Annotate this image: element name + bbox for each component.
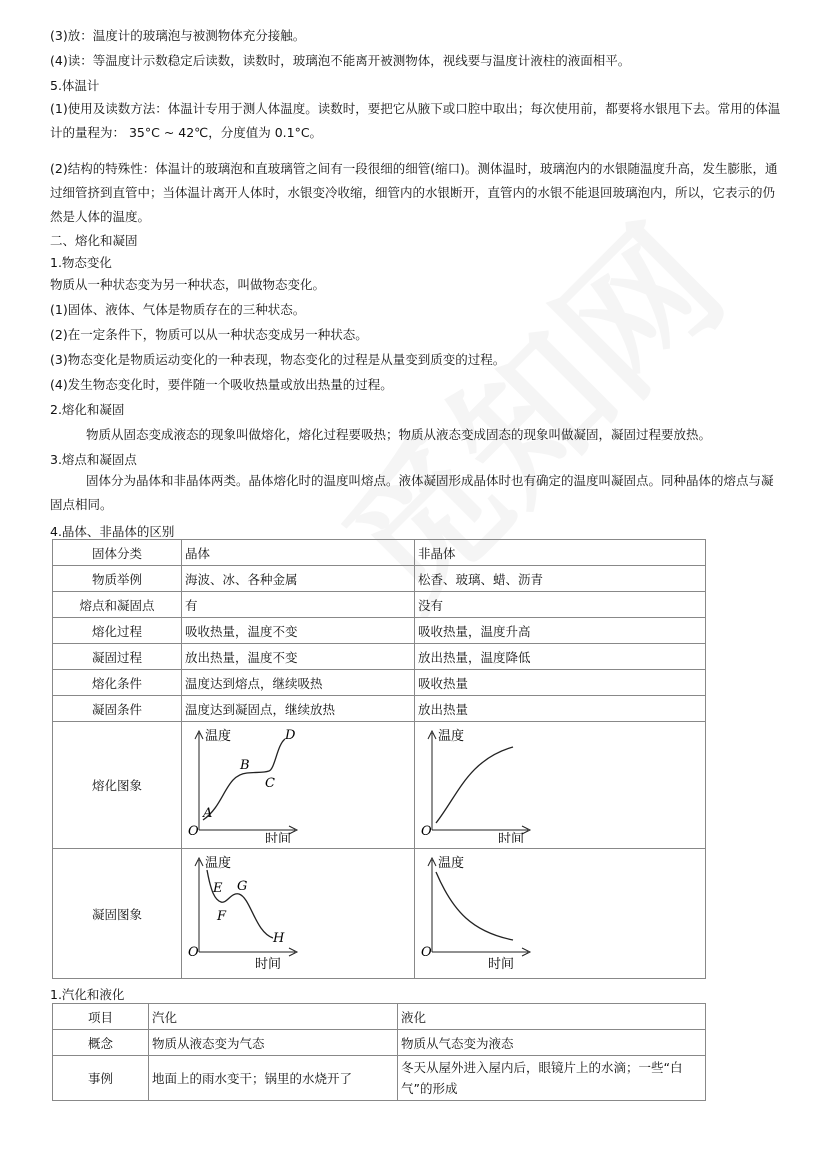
heading: 5.体温计 <box>50 78 100 93</box>
para: (1)固体、液体、气体是物质存在的三种状态。 <box>50 302 306 317</box>
y-axis-label: 温度 <box>205 728 232 744</box>
point-label: C <box>265 775 275 791</box>
para: (2)结构的特殊性：体温计的玻璃泡和直玻璃管之间有一段很细的细管(缩口)。测体温时，玻璃泡内的水银随温度升高，发生膨胀，通过细管挤到直管中；当体温计离开人体时，水银变冷收缩，细管内的水银断开，直管内的水银不能退回玻璃泡内，所以，它表示的仍然是人体的温度。 <box>50 161 778 224</box>
para: (3)放：温度计的玻璃泡与被测物体充分接触。 <box>50 28 306 43</box>
cell <box>182 849 415 979</box>
cell: 项目 <box>53 1004 149 1030</box>
para: 固体分为晶体和非晶体两类。晶体熔化时的温度叫熔点。液体凝固形成晶体时也有确定的温度叫凝固点。同种晶体的熔点与凝固点相同。 <box>50 473 774 512</box>
origin-label: O <box>421 823 432 839</box>
cell: 熔化图象 <box>53 722 182 849</box>
amorphous-freezing-graph <box>418 852 538 972</box>
x-axis-label: 时间 <box>265 831 292 843</box>
table-row <box>53 644 706 670</box>
point-label: D <box>285 727 296 743</box>
cell: 概念 <box>53 1030 149 1056</box>
heading: 2.熔化和凝固 <box>50 402 125 417</box>
cell <box>415 722 706 849</box>
cell: 物质从气态变为液态 <box>398 1030 706 1056</box>
cell: 放出热量，温度降低 <box>415 644 706 670</box>
cell: 温度达到熔点，继续吸热 <box>182 670 415 696</box>
point-label: F <box>217 909 227 924</box>
cell: 汽化 <box>149 1004 398 1030</box>
heading: 1.物态变化 <box>50 255 112 270</box>
point-label: G <box>237 879 248 894</box>
cell: 熔化过程 <box>53 618 182 644</box>
cell: 没有 <box>415 592 706 618</box>
y-axis-label: 温度 <box>438 728 465 744</box>
y-axis-label: 温度 <box>438 856 465 871</box>
cell: 凝固条件 <box>53 696 182 722</box>
point-label: H <box>273 931 285 946</box>
cell: 地面上的雨水变干；锅里的水烧开了 <box>149 1056 398 1101</box>
origin-label: O <box>188 945 199 960</box>
cell: 冬天从屋外进入屋内后，眼镜片上的水滴；一些“白气”的形成 <box>398 1056 706 1101</box>
crystal-freezing-graph <box>185 852 305 972</box>
crystal-melting-graph <box>185 725 305 843</box>
para: (3)物态变化是物质运动变化的一种表现，物态变化的过程是从量变到质变的过程。 <box>50 352 506 367</box>
heading: 3.熔点和凝固点 <box>50 452 137 467</box>
para: (1)使用及读数方法：体温计专用于测人体温度。读数时，要把它从腋下或口腔中取出；每次使用前，都要将水银甩下去。常用的体温计的量程为： 35°C ~ 42℃，分度值为 0.1°C。 <box>50 101 781 140</box>
point-label: B <box>240 757 250 773</box>
cell: 液化 <box>398 1004 706 1030</box>
cell: 事例 <box>53 1056 149 1101</box>
cell: 吸收热量 <box>415 670 706 696</box>
cell: 有 <box>182 592 415 618</box>
table-row <box>53 1056 706 1101</box>
cell: 物质从液态变为气态 <box>149 1030 398 1056</box>
cell <box>415 849 706 979</box>
cell: 凝固图象 <box>53 849 182 979</box>
table-row <box>53 618 706 644</box>
cell: 海波、冰、各种金属 <box>182 566 415 592</box>
table-row <box>53 592 706 618</box>
heading: 4.晶体、非晶体的区别 <box>50 524 175 539</box>
para: (4)发生物态变化时，要伴随一个吸收热量或放出热量的过程。 <box>50 377 393 392</box>
table-row <box>53 1030 706 1056</box>
crystal-table <box>52 539 706 979</box>
heading: 1.汽化和液化 <box>50 987 125 1002</box>
cell: 放出热量，温度不变 <box>182 644 415 670</box>
cell: 温度达到凝固点，继续放热 <box>182 696 415 722</box>
cell: 松香、玻璃、蜡、沥青 <box>415 566 706 592</box>
table-row <box>53 1004 706 1030</box>
cell: 凝固过程 <box>53 644 182 670</box>
x-axis-label: 时间 <box>488 957 515 972</box>
x-axis-label: 时间 <box>255 957 282 972</box>
cell: 吸收热量，温度升高 <box>415 618 706 644</box>
para: (4)读：等温度计示数稳定后读数，读数时，玻璃泡不能离开被测物体，视线要与温度计液柱的液面相平。 <box>50 53 631 68</box>
point-label: A <box>203 805 213 821</box>
cell: 熔化条件 <box>53 670 182 696</box>
para: 物质从一种状态变为另一种状态，叫做物态变化。 <box>50 277 326 292</box>
table-row <box>53 670 706 696</box>
origin-label: O <box>188 823 199 839</box>
para: 物质从固态变成液态的现象叫做熔化，熔化过程要吸热；物质从液态变成固态的现象叫做凝固，凝固过程要放热。 <box>86 427 712 442</box>
cell: 熔点和凝固点 <box>53 592 182 618</box>
cell: 放出热量 <box>415 696 706 722</box>
cell <box>182 722 415 849</box>
cell: 物质举例 <box>53 566 182 592</box>
table-row <box>53 722 706 849</box>
para: (2)在一定条件下，物质可以从一种状态变成另一种状态。 <box>50 327 368 342</box>
table-row <box>53 696 706 722</box>
table-row <box>53 566 706 592</box>
x-axis-label: 时间 <box>498 831 525 843</box>
cell: 晶体 <box>182 540 415 566</box>
origin-label: O <box>421 945 432 960</box>
y-axis-label: 温度 <box>205 856 232 871</box>
cell: 非晶体 <box>415 540 706 566</box>
table-row <box>53 540 706 566</box>
heading: 二、熔化和凝固 <box>50 233 138 248</box>
cell: 吸收热量，温度不变 <box>182 618 415 644</box>
vaporization-table <box>52 1003 706 1101</box>
point-label: E <box>213 881 223 896</box>
cell: 固体分类 <box>53 540 182 566</box>
amorphous-melting-graph <box>418 725 538 843</box>
table-row <box>53 849 706 979</box>
